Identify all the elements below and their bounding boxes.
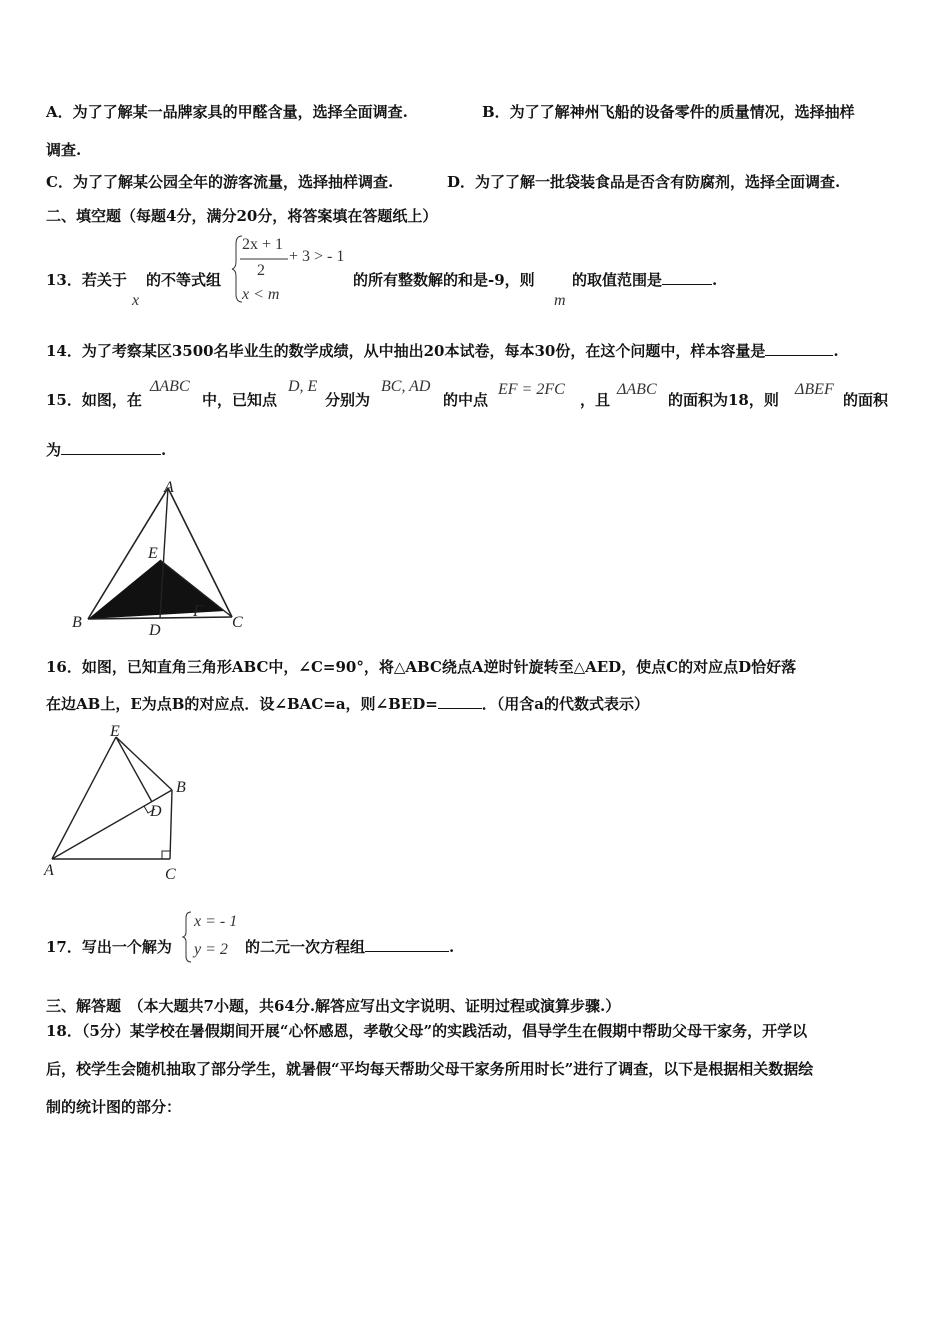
option-a: A．为了了解某一品牌家具的甲醛含量，选择全面调查. [46, 103, 408, 121]
q15-end: . [161, 441, 167, 459]
q18-line3: 制的统计图的部分： [46, 1098, 182, 1116]
fig16-label-c: C [165, 866, 176, 883]
fig16-label-a: A [44, 862, 54, 879]
q13-end: . [712, 271, 718, 289]
section-3-title: 三、解答题 （本大题共7小题，共64分.解答应写出文字说明、证明过程或演算步骤.） [46, 997, 621, 1015]
q18-line1: 18．（5分）某学校在暑假期间开展“心怀感恩，孝敬父母”的实践活动，倡导学生在假期中帮助父母干家务，开学以 [46, 1022, 808, 1040]
q13-mid: 的不等式组 [146, 271, 222, 289]
q15-m5: ΔABC [617, 381, 657, 398]
fig15-label-c: C [232, 614, 243, 631]
fig15-label-d: D [149, 622, 161, 639]
q13-suffix1: 的所有整数解的和是-9，则 [353, 271, 535, 289]
q15-p4: 的中点 [443, 391, 489, 409]
q15-m3: BC, AD [381, 378, 431, 395]
q14-text: 14．为了考察某区3500名毕业生的数学成绩，从中抽出20本试卷，每本30份，在这个问题中，样本容量是 [46, 342, 766, 360]
q15-answer-blank[interactable] [61, 440, 161, 455]
q15-m1: ΔABC [150, 378, 190, 395]
q13-answer-blank[interactable] [662, 270, 712, 285]
fig16-segment-eb [116, 737, 172, 790]
q15-line2 [46, 440, 166, 460]
q15-p5: ，且 [580, 391, 611, 409]
q17-suffix-text: 的二元一次方程组 [245, 938, 366, 956]
fig16-right-angle-c [162, 851, 170, 859]
q13-var-x: x [132, 292, 140, 309]
q17-answer-blank[interactable] [365, 937, 449, 952]
q17-end: . [449, 938, 455, 956]
q15-m6: ΔBEF [795, 381, 834, 398]
figure-15 [60, 470, 260, 640]
q16-line2a: 在边AB上，E为点B的对应点．设∠BAC=a，则∠BED= [46, 695, 438, 713]
q17-eq2: y = 2 [194, 941, 228, 958]
q13-line2: x < m [242, 286, 280, 303]
q15-p6: 的面积为18，则 [668, 391, 779, 409]
q14-end: . [833, 342, 839, 360]
q16-line2 [46, 694, 649, 714]
q15-p3: 分别为 [325, 391, 371, 409]
q15-m4: EF = 2FC [498, 381, 565, 398]
q16-line1: 16．如图，已知直角三角形ABC中，∠C=90°，将△ABC绕点A逆时针旋转至△AED，使点C的对应点D恰好落 [46, 658, 797, 676]
fig16-label-b: B [176, 779, 186, 796]
q14 [46, 341, 839, 361]
fig15-label-f: F [193, 603, 203, 620]
q13-suffix2-text: 的取值范围是 [572, 271, 663, 289]
q13-suffix2 [572, 270, 717, 290]
section-2-title: 二、填空题（每题4分，满分20分，将答案填在答题纸上） [46, 207, 438, 225]
fig16-label-d: D [150, 803, 162, 820]
q15-p2: 中，已知点 [202, 391, 278, 409]
q17-eq1: x = - 1 [194, 913, 238, 930]
option-c: C．为了了解某公园全年的游客流量，选择抽样调查. [46, 173, 394, 191]
fig16-label-e: E [110, 723, 120, 740]
q13-prefix: 13．若关于 [46, 271, 127, 289]
fig16-side-bc [170, 790, 172, 859]
q13-denominator: 2 [257, 262, 265, 279]
q13-numerator: 2x + 1 [242, 236, 284, 253]
q17-brace [183, 910, 193, 964]
q15-line2-text: 为 [46, 441, 62, 459]
q13-fraction-bar [240, 258, 290, 260]
fig16-segment-ed [116, 737, 152, 802]
q17-prefix: 17．写出一个解为 [46, 938, 172, 956]
q15-p7: 的面积 [843, 391, 889, 409]
fig15-label-e: E [148, 545, 158, 562]
fig15-label-a: A [164, 479, 174, 496]
q16-answer-blank[interactable] [438, 694, 482, 709]
fig15-shaded-triangle-bef [88, 560, 225, 619]
q15-p1: 15．如图，在 [46, 391, 142, 409]
option-b: B．为了了解神州飞船的设备零件的质量情况，选择抽样 [482, 103, 855, 121]
figure-16 [40, 722, 200, 887]
q14-answer-blank[interactable] [765, 341, 833, 356]
q18-line2: 后，校学生会随机抽取了部分学生，就暑假“平均每天帮助父母干家务所用时长”进行了调查，以下是根据相关数据绘 [46, 1060, 814, 1078]
q17-suffix [245, 937, 454, 957]
q13-var-m: m [554, 292, 566, 309]
q13-ineq-tail: + 3 > - 1 [289, 248, 345, 265]
q16-line2b: ．（用含a的代数式表示） [481, 695, 650, 713]
option-d: D．为了了解一批袋装食品是否含有防腐剂，选择全面调查. [447, 173, 841, 191]
q15-m2: D, E [288, 378, 318, 395]
option-b-cont: 调查. [46, 141, 82, 159]
fig15-label-b: B [72, 614, 82, 631]
